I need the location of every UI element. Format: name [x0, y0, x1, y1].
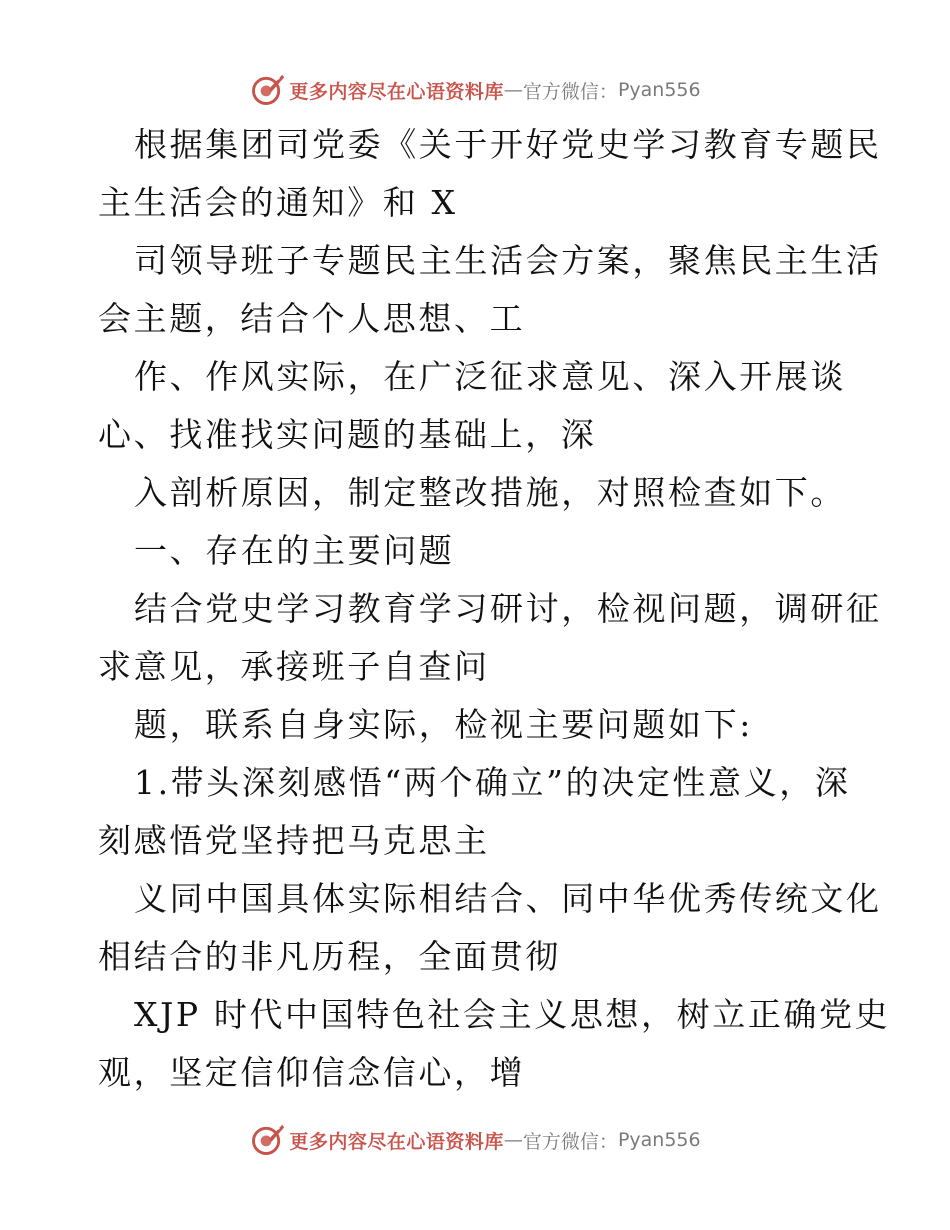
body-line: 根据集团司党委《关于开好党史学习教育专题民 [134, 125, 882, 164]
watermark-account: Pyan556 [617, 1129, 701, 1151]
watermark-dash: — [503, 1129, 523, 1151]
body-line: 义同中国具体实际相结合、同中华优秀传统文化 [134, 879, 882, 918]
document-body [98, 116, 891, 1102]
body-line: 心、找准找实问题的基础上，深 [98, 415, 597, 454]
body-line: 主生活会的通知》和 X [98, 183, 458, 222]
body-line: 求意见，承接班子自查问 [98, 647, 490, 686]
section-heading: 一、存在的主要问题 [134, 531, 455, 570]
body-line: 会主题，结合个人思想、工 [98, 299, 526, 338]
footer-watermark [0, 1120, 950, 1160]
watermark-brand-text: 更多内容尽在心语资料库 [289, 1130, 504, 1153]
body-line: 入剖析原因，制定整改措施，对照检查如下。 [134, 473, 846, 512]
body-line: 相结合的非凡历程，全面贯彻 [98, 937, 561, 976]
watermark-label: 官方微信： [522, 1130, 618, 1153]
body-line: 题，联系自身实际，检视主要问题如下: [134, 705, 753, 744]
body-line: 结合党史学习教育学习研讨，检视问题，调研征 [134, 589, 882, 628]
body-line: 刻感悟党坚持把马克思主 [98, 821, 490, 860]
watermark-label: 官方微信： [522, 80, 618, 103]
body-line: 司领导班子专题民主生活会方案，聚焦民主生活 [134, 241, 882, 280]
quill-pen-circle-icon [249, 72, 285, 108]
body-line: 观，坚定信仰信念信心，增 [98, 1053, 526, 1092]
watermark-dash: — [503, 79, 523, 101]
body-line: 作、作风实际，在广泛征求意见、深入开展谈 [134, 357, 846, 396]
quill-pen-circle-icon [249, 1122, 285, 1158]
watermark-account: Pyan556 [617, 79, 701, 101]
watermark-brand-text: 更多内容尽在心语资料库 [289, 80, 504, 103]
header-watermark [0, 70, 950, 110]
body-line: 1.带头深刻感悟“两个确立”的决定性意义，深 [134, 763, 851, 802]
body-line: XJP 时代中国特色社会主义思想，树立正确党史 [134, 995, 891, 1034]
